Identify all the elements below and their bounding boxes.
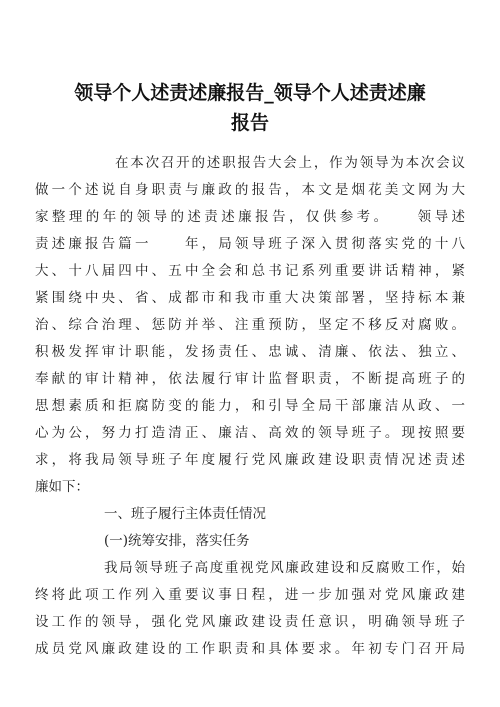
paragraph-line: 终将此项工作列入重要议事日程，进一步加强对党风廉政建 [35, 587, 465, 603]
paragraph-line: 大、十八届四中、五中全会和总书记系列重要讲话精神，紧 [35, 263, 465, 279]
section-heading: 一、班子履行主体责任情况 [104, 506, 266, 522]
paragraph-line: 紧围绕中央、省、成都市和我市重大决策部署，坚持标本兼 [35, 290, 465, 306]
paragraph-line: 治、综合治理、惩防并举、注重预防，坚定不移反对腐败。 [35, 317, 465, 333]
paragraph-line: 成员党风廉政建设的工作职责和具体要求。年初专门召开局 [35, 641, 465, 657]
document-title: 领导个人述责述廉报告_领导个人述责述廉 报告 [74, 82, 426, 134]
paragraph-line: 家整理的年的领导的述责述廉报告，仅供参考。 领导述 [35, 209, 465, 225]
subsection-heading: (一)统筹安排，落实任务 [104, 533, 250, 549]
paragraph-line: 我局领导班子高度重视党风廉政建设和反腐败工作，始 [104, 560, 465, 576]
paragraph-line: 做一个述说自身职责与廉政的报告，本文是烟花美文网为大 [35, 182, 465, 198]
paragraph-line: 积极发挥审计职能，发扬责任、忠诚、清廉、依法、独立、 [35, 344, 465, 360]
paragraph-line: 在本次召开的述职报告大会上，作为领导为本次会议 [115, 155, 465, 171]
paragraph-line: 思想素质和拒腐防变的能力，和引导全局干部廉洁从政、一 [35, 398, 465, 414]
paragraph-line: 设工作的领导，强化党风廉政建设责任意识，明确领导班子 [35, 614, 465, 630]
paragraph-line: 奉献的审计精神，依法履行审计监督职责，不断提高班子的 [35, 371, 465, 387]
paragraph-line: 心为公，努力打造清正、廉洁、高效的领导班子。现按照要 [35, 425, 465, 441]
paragraph-line: 廉如下： [35, 479, 89, 495]
paragraph-line: 求，将我局领导班子年度履行党风廉政建设职责情况述责述 [35, 452, 465, 468]
paragraph-line: 责述廉报告篇一 年，局领导班子深入贯彻落实党的十八 [35, 236, 465, 252]
